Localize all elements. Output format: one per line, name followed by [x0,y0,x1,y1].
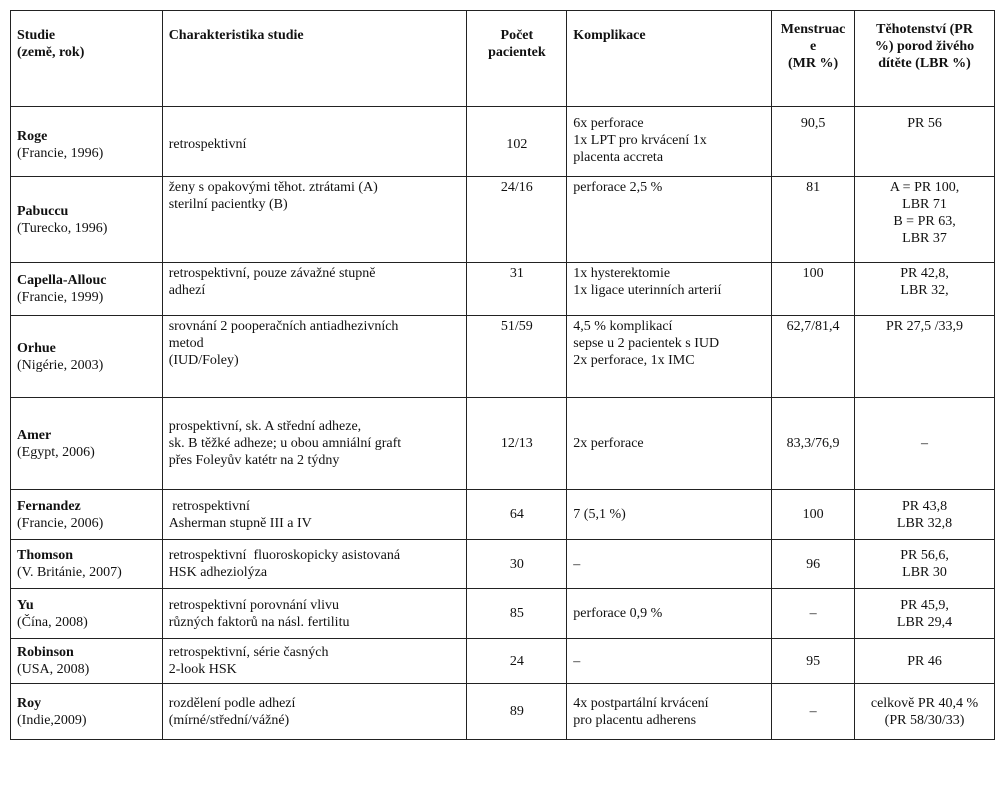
pregnancy-cell: PR 42,8, LBR 32, [855,263,995,316]
menstruation-cell: 90,5 [772,107,855,177]
pregnancy-cell: PR 56,6, LBR 30 [855,540,995,589]
table-row [11,589,995,639]
complications-cell: 2x perforace [567,398,772,490]
patients-cell: 89 [467,684,567,740]
complications-cell: 4x postpartální krvácení pro placentu adherens [567,684,772,740]
patients-cell: 24 [467,639,567,684]
table-row [11,316,995,398]
pregnancy-cell: – [855,398,995,490]
study-cell: Roy (Indie,2009) [11,684,163,740]
patients-cell: 24/16 [467,177,567,263]
patients-cell: 30 [467,540,567,589]
header-study: Studie (země, rok) [11,11,163,107]
study-cell: Pabuccu (Turecko, 1996) [11,177,163,263]
complications-cell: perforace 0,9 % [567,589,772,639]
patients-cell: 85 [467,589,567,639]
study-cell: Capella-Allouc (Francie, 1999) [11,263,163,316]
characteristic-cell: retrospektivní fluoroskopicky asistovaná HSK adheziolýza [162,540,467,589]
characteristic-cell: retrospektivní porovnání vlivu různých faktorů na násl. fertilitu [162,589,467,639]
pregnancy-cell: PR 45,9, LBR 29,4 [855,589,995,639]
header-pregnancy: Těhotenství (PR %) porod živého dítěte (LBR %) [855,11,995,107]
table-row [11,107,995,177]
characteristic-cell: retrospektivní, pouze závažné stupně adhezí [162,263,467,316]
menstruation-cell: 81 [772,177,855,263]
pregnancy-cell: PR 27,5 /33,9 [855,316,995,398]
menstruation-cell: 83,3/76,9 [772,398,855,490]
table-row [11,177,995,263]
pregnancy-cell: A = PR 100, LBR 71 B = PR 63, LBR 37 [855,177,995,263]
study-cell: Thomson (V. Británie, 2007) [11,540,163,589]
header-row [11,11,995,107]
complications-cell: – [567,540,772,589]
study-cell: Roge (Francie, 1996) [11,107,163,177]
table-row [11,684,995,740]
menstruation-cell: 100 [772,263,855,316]
study-cell: Fernandez (Francie, 2006) [11,490,163,540]
study-cell: Robinson (USA, 2008) [11,639,163,684]
characteristic-cell: retrospektivní, série časných 2-look HSK [162,639,467,684]
header-complications: Komplikace [567,11,772,107]
complications-cell: – [567,639,772,684]
studies-table [10,10,995,740]
study-cell: Yu (Čína, 2008) [11,589,163,639]
complications-cell: 4,5 % komplikací sepse u 2 pacientek s IUD 2x perforace, 1x IMC [567,316,772,398]
table-row [11,540,995,589]
menstruation-cell: 62,7/81,4 [772,316,855,398]
pregnancy-cell: celkově PR 40,4 % (PR 58/30/33) [855,684,995,740]
table-row [11,490,995,540]
pregnancy-cell: PR 43,8 LBR 32,8 [855,490,995,540]
pregnancy-cell: PR 56 [855,107,995,177]
characteristic-cell: rozdělení podle adhezí (mírné/střední/vážné) [162,684,467,740]
patients-cell: 64 [467,490,567,540]
menstruation-cell: – [772,684,855,740]
pregnancy-cell: PR 46 [855,639,995,684]
menstruation-cell: 96 [772,540,855,589]
header-menstruation: Menstruac e (MR %) [772,11,855,107]
characteristic-cell: prospektivní, sk. A střední adheze, sk. B těžké adheze; u obou amniální graft přes Foleyův katétr na 2 týdny [162,398,467,490]
table-row [11,263,995,316]
table-row [11,398,995,490]
table-row [11,639,995,684]
header-patients: Počet pacientek [467,11,567,107]
complications-cell: perforace 2,5 % [567,177,772,263]
characteristic-cell: retrospektivní Asherman stupně III a IV [162,490,467,540]
patients-cell: 102 [467,107,567,177]
menstruation-cell: – [772,589,855,639]
complications-cell: 1x hysterektomie 1x ligace uterinních arterií [567,263,772,316]
study-cell: Orhue (Nigérie, 2003) [11,316,163,398]
study-cell: Amer (Egypt, 2006) [11,398,163,490]
menstruation-cell: 95 [772,639,855,684]
patients-cell: 12/13 [467,398,567,490]
patients-cell: 31 [467,263,567,316]
characteristic-cell: srovnání 2 pooperačních antiadhezivních metod (IUD/Foley) [162,316,467,398]
header-characteristic: Charakteristika studie [162,11,467,107]
characteristic-cell: retrospektivní [162,107,467,177]
characteristic-cell: ženy s opakovými těhot. ztrátami (A) sterilní pacientky (B) [162,177,467,263]
patients-cell: 51/59 [467,316,567,398]
complications-cell: 6x perforace 1x LPT pro krvácení 1x placenta accreta [567,107,772,177]
menstruation-cell: 100 [772,490,855,540]
complications-cell: 7 (5,1 %) [567,490,772,540]
